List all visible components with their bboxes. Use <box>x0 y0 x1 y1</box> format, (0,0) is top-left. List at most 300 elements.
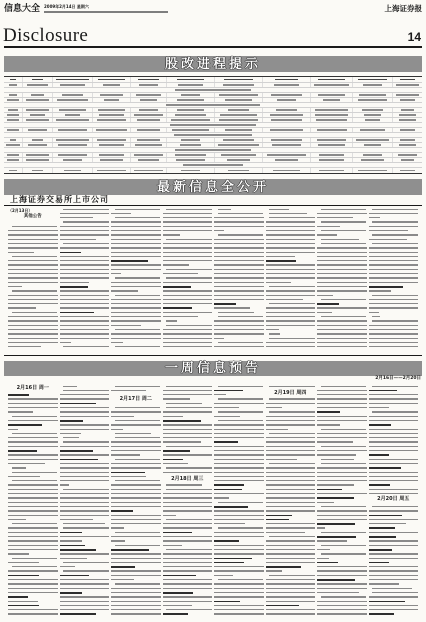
text-line <box>314 84 349 85</box>
text-line <box>266 476 316 477</box>
subhead-line <box>163 450 191 452</box>
table-cell <box>392 93 422 97</box>
text-column <box>60 208 110 352</box>
text-line <box>60 446 110 447</box>
subhead-line <box>369 454 389 456</box>
text-line <box>60 320 110 321</box>
table-cell <box>310 138 352 142</box>
text-column <box>163 385 213 617</box>
text-line <box>317 416 367 417</box>
text-line <box>269 536 315 537</box>
text-line <box>12 523 58 524</box>
table-cell <box>166 108 214 112</box>
text-line <box>166 386 212 387</box>
text-column <box>111 208 161 352</box>
text-line <box>111 463 161 464</box>
text-line <box>317 515 367 516</box>
table-cell <box>214 93 262 97</box>
text-line <box>63 562 109 563</box>
text-line <box>317 480 367 481</box>
table-cell <box>92 98 130 102</box>
text-line <box>8 437 58 438</box>
table-cell <box>130 98 166 102</box>
text-line <box>214 515 264 516</box>
text-line <box>63 209 109 210</box>
text-line <box>317 519 367 520</box>
table-group-cell <box>4 103 422 107</box>
text-line <box>269 411 315 412</box>
text-line <box>8 553 29 554</box>
text-line <box>214 290 264 291</box>
text-line <box>269 398 315 399</box>
subhead-line <box>8 575 39 577</box>
text-line <box>9 170 17 171</box>
text-line <box>369 277 419 278</box>
text-line <box>214 519 264 520</box>
table-cell <box>214 108 262 112</box>
text-line <box>163 523 213 524</box>
text-line <box>111 411 161 412</box>
subhead-line <box>163 613 189 615</box>
text-line <box>134 154 164 155</box>
text-line <box>266 269 316 270</box>
text-line <box>369 226 419 227</box>
subhead-line <box>60 613 96 615</box>
text-line <box>266 325 316 326</box>
subhead-line <box>266 260 297 262</box>
text-line <box>166 446 212 447</box>
subhead-line <box>369 613 395 615</box>
subhead-line <box>214 562 244 564</box>
subhead-line <box>8 394 29 396</box>
text-line <box>266 416 316 417</box>
text-line <box>175 89 250 90</box>
text-line <box>369 329 419 330</box>
table-cell <box>22 93 52 97</box>
table-cell <box>166 143 214 147</box>
table-cell <box>166 153 214 157</box>
text-line <box>139 84 158 85</box>
text-line <box>8 325 58 326</box>
table-cell <box>130 128 166 132</box>
subhead-line <box>317 411 340 413</box>
text-line <box>60 429 110 430</box>
text-line <box>63 243 109 244</box>
text-line <box>137 129 159 130</box>
text-line <box>214 433 264 434</box>
text-line <box>214 575 233 576</box>
text-line <box>166 325 212 326</box>
text-line <box>111 605 161 606</box>
text-line <box>26 109 50 110</box>
text-line <box>214 566 264 567</box>
subhead-line <box>163 575 196 577</box>
text-column <box>8 208 58 352</box>
text-line <box>369 523 407 524</box>
text-line <box>60 433 82 434</box>
text-line <box>271 139 302 140</box>
text-line <box>214 545 264 546</box>
text-line <box>317 312 332 313</box>
text-line <box>111 213 131 214</box>
text-line <box>358 170 386 171</box>
text-line <box>58 129 87 130</box>
text-line <box>266 221 316 222</box>
text-line <box>317 256 367 257</box>
table-cell <box>214 158 262 162</box>
text-line <box>60 467 110 468</box>
text-line <box>174 134 253 135</box>
table-cell <box>392 113 422 117</box>
table-cell <box>352 153 392 157</box>
text-line <box>218 411 264 412</box>
table-cell <box>92 158 130 162</box>
table-cell <box>92 168 130 173</box>
table-cell <box>392 118 422 122</box>
text-line <box>8 411 33 412</box>
text-line <box>12 226 58 227</box>
text-line <box>163 536 213 537</box>
text-line <box>372 320 418 321</box>
text-line <box>8 502 58 503</box>
text-line <box>317 454 356 455</box>
text-line <box>56 79 89 81</box>
text-line <box>7 154 20 155</box>
text-line <box>275 159 299 160</box>
text-line <box>111 264 161 265</box>
table-cell <box>92 77 130 82</box>
text-line <box>214 260 264 261</box>
subhead-line <box>163 592 194 594</box>
text-line <box>266 553 316 554</box>
subhead-line <box>214 484 244 486</box>
text-line <box>266 545 316 546</box>
text-line <box>163 342 213 343</box>
subhead-line <box>214 489 242 491</box>
text-line <box>356 139 389 140</box>
text-line <box>111 454 140 455</box>
table-cell <box>92 138 130 142</box>
text-line <box>276 109 297 110</box>
text-line <box>60 536 110 537</box>
table-cell <box>4 153 22 157</box>
text-line <box>400 170 416 171</box>
day-heading: 2月20日 周五 <box>369 496 419 503</box>
text-line <box>321 463 367 464</box>
text-line <box>8 316 58 317</box>
table-cell <box>52 143 92 147</box>
latest-info-title: 最新信息全公开 <box>156 179 269 195</box>
text-line <box>218 502 264 503</box>
text-line <box>317 290 367 291</box>
text-line <box>8 338 58 339</box>
text-line <box>60 342 72 343</box>
table-cell <box>352 77 392 82</box>
text-line <box>63 437 79 438</box>
text-line <box>8 230 58 231</box>
text-line <box>111 316 161 317</box>
subhead-line <box>60 545 85 547</box>
text-line <box>369 472 419 473</box>
text-line <box>163 510 213 511</box>
text-line <box>60 510 110 511</box>
text-line <box>214 282 264 283</box>
text-line <box>214 217 264 218</box>
text-line <box>272 144 301 145</box>
text-line <box>400 129 415 130</box>
subhead-line <box>369 286 403 288</box>
text-line <box>163 562 213 563</box>
text-line <box>266 256 295 257</box>
table-cell <box>392 138 422 142</box>
text-line <box>12 312 58 313</box>
text-line <box>398 154 417 155</box>
text-line <box>111 269 161 270</box>
text-line <box>60 247 110 248</box>
subhead-line <box>369 601 406 603</box>
text-line <box>266 562 316 563</box>
text-line <box>100 94 124 95</box>
table-cell <box>22 108 52 112</box>
text-line <box>399 119 417 120</box>
text-line <box>163 411 213 412</box>
text-line <box>214 407 239 408</box>
text-line <box>163 312 213 313</box>
text-line <box>98 79 124 81</box>
text-line <box>214 446 264 447</box>
table-cell <box>22 98 52 102</box>
text-line <box>172 129 209 130</box>
text-column <box>60 385 110 617</box>
text-line <box>321 316 367 317</box>
subhead-line <box>369 562 390 564</box>
text-line <box>214 333 264 334</box>
text-line <box>372 588 412 589</box>
text-line <box>369 433 419 434</box>
text-line <box>163 290 213 291</box>
text-line <box>63 386 76 387</box>
text-line <box>8 282 58 283</box>
text-line <box>60 484 70 485</box>
text-line <box>401 109 414 110</box>
table-cell <box>4 143 22 147</box>
text-line <box>361 159 385 160</box>
text-line <box>8 592 58 593</box>
text-line <box>163 303 213 304</box>
subhead-line <box>369 484 391 486</box>
text-line <box>266 252 316 253</box>
text-line <box>60 472 110 473</box>
text-line <box>60 407 110 408</box>
text-line <box>99 154 125 155</box>
text-line <box>317 575 367 576</box>
text-line <box>111 609 161 610</box>
text-line <box>8 277 58 278</box>
text-line <box>317 264 367 265</box>
text-line <box>369 476 419 477</box>
text-line <box>134 170 163 171</box>
text-line <box>111 342 123 343</box>
text-line <box>163 230 213 231</box>
text-line <box>163 416 183 417</box>
subhead-line <box>163 307 193 309</box>
text-line <box>60 325 110 326</box>
table-cell <box>22 168 52 173</box>
text-line <box>175 154 207 155</box>
text-line <box>369 290 391 291</box>
editor-line <box>44 11 168 13</box>
text-line <box>317 467 367 468</box>
text-line <box>111 416 134 417</box>
subhead-line <box>163 459 183 461</box>
text-line <box>369 510 419 511</box>
text-line <box>214 532 264 533</box>
text-line <box>8 295 58 296</box>
text-line <box>266 467 316 468</box>
text-line <box>56 139 88 140</box>
subhead-line <box>111 549 149 551</box>
text-line <box>369 493 419 494</box>
subhead-line <box>163 286 191 288</box>
text-line <box>214 609 264 610</box>
text-line <box>266 609 316 610</box>
subhead-line <box>60 403 96 405</box>
text-line <box>266 489 316 490</box>
subhead-line <box>317 536 356 538</box>
text-line <box>60 303 110 304</box>
table-cell <box>52 77 92 82</box>
text-line <box>317 338 367 339</box>
text-line <box>111 390 146 391</box>
text-line <box>266 299 304 300</box>
text-line <box>163 506 213 507</box>
text-line <box>369 583 400 584</box>
text-line <box>8 286 22 287</box>
text-line <box>221 154 256 155</box>
text-line <box>8 549 58 550</box>
table-cell <box>52 93 92 97</box>
text-line <box>60 230 110 231</box>
text-line <box>266 484 316 485</box>
text-line <box>317 476 367 477</box>
text-line <box>12 467 26 468</box>
text-line <box>111 484 161 485</box>
text-line <box>271 94 301 95</box>
subhead-line <box>60 252 81 254</box>
text-line <box>26 159 48 160</box>
table-cell <box>92 93 130 97</box>
table-cell <box>262 168 310 173</box>
text-line <box>214 221 264 222</box>
text-line <box>111 489 161 490</box>
table-cell <box>262 98 310 102</box>
text-line <box>214 592 264 593</box>
text-line <box>10 139 16 140</box>
text-line <box>369 256 419 257</box>
text-line <box>266 510 316 511</box>
text-line <box>369 398 419 399</box>
table-cell <box>166 77 214 82</box>
text-line <box>60 493 110 494</box>
text-line <box>115 480 161 481</box>
text-line <box>214 454 264 455</box>
text-line <box>60 307 110 308</box>
text-line <box>163 553 213 554</box>
text-line <box>60 260 110 261</box>
text-column <box>111 385 161 617</box>
text-line <box>8 497 58 498</box>
text-line <box>266 290 316 291</box>
text-line <box>31 94 44 95</box>
text-line <box>8 420 58 421</box>
text-line <box>111 536 161 537</box>
text-line <box>214 613 264 614</box>
text-line <box>60 290 110 291</box>
text-line <box>111 424 161 425</box>
text-line <box>138 159 159 160</box>
text-line <box>111 226 161 227</box>
table-cell <box>262 158 310 162</box>
text-line <box>270 114 303 115</box>
text-line <box>317 493 367 494</box>
text-line <box>266 558 316 559</box>
text-line <box>8 515 58 516</box>
text-line <box>318 144 345 145</box>
text-line <box>60 605 110 606</box>
text-line <box>214 307 250 308</box>
text-line <box>317 390 367 391</box>
text-line <box>26 154 48 155</box>
text-line <box>115 346 161 347</box>
table-cell <box>352 113 392 117</box>
text-line <box>60 256 110 257</box>
text-line <box>163 282 213 283</box>
text-line <box>317 407 367 408</box>
text-line <box>60 588 110 589</box>
text-line <box>8 454 58 455</box>
table-cell <box>214 83 262 87</box>
text-line <box>321 596 367 597</box>
text-line <box>111 570 161 571</box>
text-line <box>369 553 419 554</box>
text-line <box>7 119 19 120</box>
text-line <box>111 467 161 468</box>
text-line <box>269 217 315 218</box>
text-line <box>163 338 213 339</box>
text-line <box>166 403 202 404</box>
text-line <box>277 99 295 100</box>
text-column <box>317 208 367 352</box>
table-cell <box>130 138 166 142</box>
table-cell <box>352 98 392 102</box>
text-line <box>321 459 354 460</box>
text-line <box>111 312 161 313</box>
text-line <box>163 454 213 455</box>
text-line <box>111 553 161 554</box>
text-line <box>214 230 224 231</box>
text-line <box>271 119 301 120</box>
table-cell <box>392 108 422 112</box>
text-line <box>214 256 264 257</box>
text-line <box>163 221 213 222</box>
text-line <box>315 109 348 110</box>
text-line <box>360 129 385 130</box>
table-cell <box>166 168 214 173</box>
text-line <box>115 532 161 533</box>
text-line <box>181 170 200 171</box>
text-line <box>369 273 419 274</box>
subhead-line <box>111 260 148 262</box>
